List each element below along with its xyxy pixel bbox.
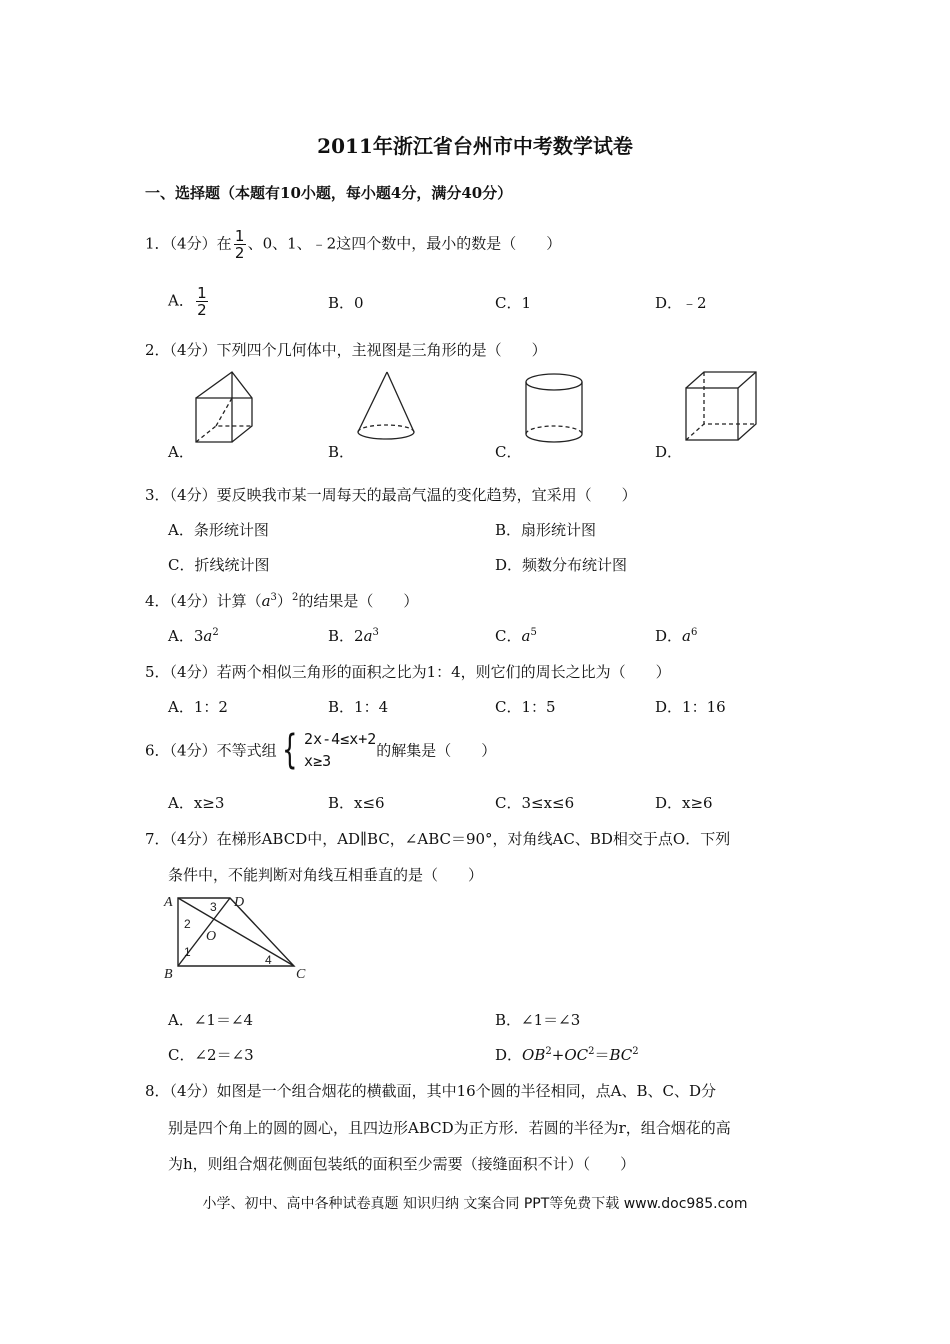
angle-label-2: 2 — [184, 917, 191, 931]
q6-option-a[interactable]: A．x≥3 — [168, 794, 225, 812]
q3-option-c[interactable]: C．折线统计图 — [168, 556, 270, 574]
page-title: 2011年浙江省台州市中考数学试卷 — [317, 134, 633, 158]
label-b: B — [164, 967, 173, 982]
question-3-stem: 3．（4分）要反映我市某一周每天的最高气温的变化趋势，宜采用（ ） — [145, 486, 637, 504]
q7-option-b[interactable]: B．∠1＝∠3 — [495, 1011, 581, 1029]
label-a: A — [164, 895, 173, 910]
q2-option-d[interactable]: D． — [655, 443, 683, 461]
q7-option-d[interactable]: D．$OB^2+OC^2=BC^2$ — [495, 1046, 639, 1064]
question-1-stem — [145, 228, 561, 261]
q1-option-d[interactable]: D．﹣2 — [655, 294, 707, 312]
footer-text: 小学、初中、高中各种试卷真题 知识归纳 文案合同 PPT等免费下载 www.doc985.com — [202, 1196, 748, 1212]
section-heading: 一、选择题（本题有10小题，每小题4分，满分40分） — [145, 184, 513, 202]
q2-option-b[interactable]: B． — [328, 443, 355, 461]
question-8-line-3: 为h，则组合烟花侧面包装纸的面积至少需要（接缝面积不计）（ ） — [168, 1155, 636, 1173]
q5-option-a[interactable]: A．1：2 — [168, 698, 228, 716]
trapezoid-figure — [160, 890, 320, 985]
q2-option-c[interactable]: C． — [495, 443, 522, 461]
triangular-prism-figure — [188, 370, 258, 448]
q1-option-c[interactable]: C．1 — [495, 294, 532, 312]
q6-option-c[interactable]: C．3≤x≤6 — [495, 794, 575, 812]
question-7-line-2: 条件中，不能判断对角线互相垂直的是（ ） — [168, 866, 484, 884]
q3-option-a[interactable]: A．条形统计图 — [168, 521, 269, 539]
label-o: O — [206, 929, 217, 944]
question-2-stem: 2．（4分）下列四个几何体中，主视图是三角形的是（ ） — [145, 341, 547, 359]
q3-option-b[interactable]: B．扇形统计图 — [495, 521, 597, 539]
inequality-system: { 2x-4≤x+2 x≥3 — [281, 727, 377, 773]
q5-option-b[interactable]: B．1：4 — [328, 698, 389, 716]
question-5-stem: 5．（4分）若两个相似三角形的面积之比为1：4，则它们的周长之比为（ ） — [145, 663, 671, 681]
angle-label-3: 3 — [210, 900, 217, 914]
angle-label-1: 1 — [184, 945, 191, 959]
q1-pre: 1．（4分）在 — [145, 234, 232, 253]
q5-option-c[interactable]: C．1：5 — [495, 698, 556, 716]
q1-fraction: $\frac{1}{2}$ — [234, 227, 245, 262]
cone-figure — [352, 370, 422, 448]
question-8-line-2: 别是四个角上的圆的圆心，且四边形ABCD为正方形．若圆的半径为r，组合烟花的高 — [168, 1119, 731, 1137]
question-4-stem: 4．（4分）计算$(a^3)^2$的结果是（ ） — [145, 592, 419, 610]
q6-option-b[interactable]: B．x≤6 — [328, 794, 385, 812]
q7-option-a[interactable]: A．∠1＝∠4 — [168, 1011, 254, 1029]
label-c: C — [296, 967, 306, 982]
q4-option-d[interactable]: D．$a^6$ — [655, 627, 698, 645]
question-6-stem: 6．（4分）不等式组 { 2x-4≤x+2 x≥3 的解集是（ ） — [145, 727, 497, 773]
q3-option-d[interactable]: D．频数分布统计图 — [495, 556, 628, 574]
cylinder-figure — [520, 370, 590, 448]
question-7-line-1: 7．（4分）在梯形ABCD中，AD∥BC，∠ABC＝90°，对角线AC、BD相交于点O．下列 — [145, 830, 731, 848]
cube-figure — [682, 370, 760, 448]
q6-option-d[interactable]: D．x≥6 — [655, 794, 713, 812]
q4-option-a[interactable]: A．$3a^2$ — [168, 627, 219, 645]
q1-post: 、0、1、﹣2这四个数中，最小的数是（ ） — [247, 234, 562, 253]
q5-option-d[interactable]: D．1：16 — [655, 698, 726, 716]
q2-option-a[interactable]: A． — [168, 443, 194, 461]
q1-option-a[interactable]: A． $\frac{1}{2}$ — [168, 284, 207, 319]
q4-option-b[interactable]: B．$2a^3$ — [328, 627, 379, 645]
question-8-line-1: 8．（4分）如图是一个组合烟花的横截面，其中16个圆的半径相同，点A、B、C、D分 — [145, 1082, 717, 1100]
q7-option-c[interactable]: C．∠2＝∠3 — [168, 1046, 254, 1064]
q4-option-c[interactable]: C．$a^5$ — [495, 627, 537, 645]
angle-label-4: 4 — [265, 953, 272, 967]
q1-option-b[interactable]: B．0 — [328, 294, 364, 312]
label-d: D — [234, 895, 245, 910]
